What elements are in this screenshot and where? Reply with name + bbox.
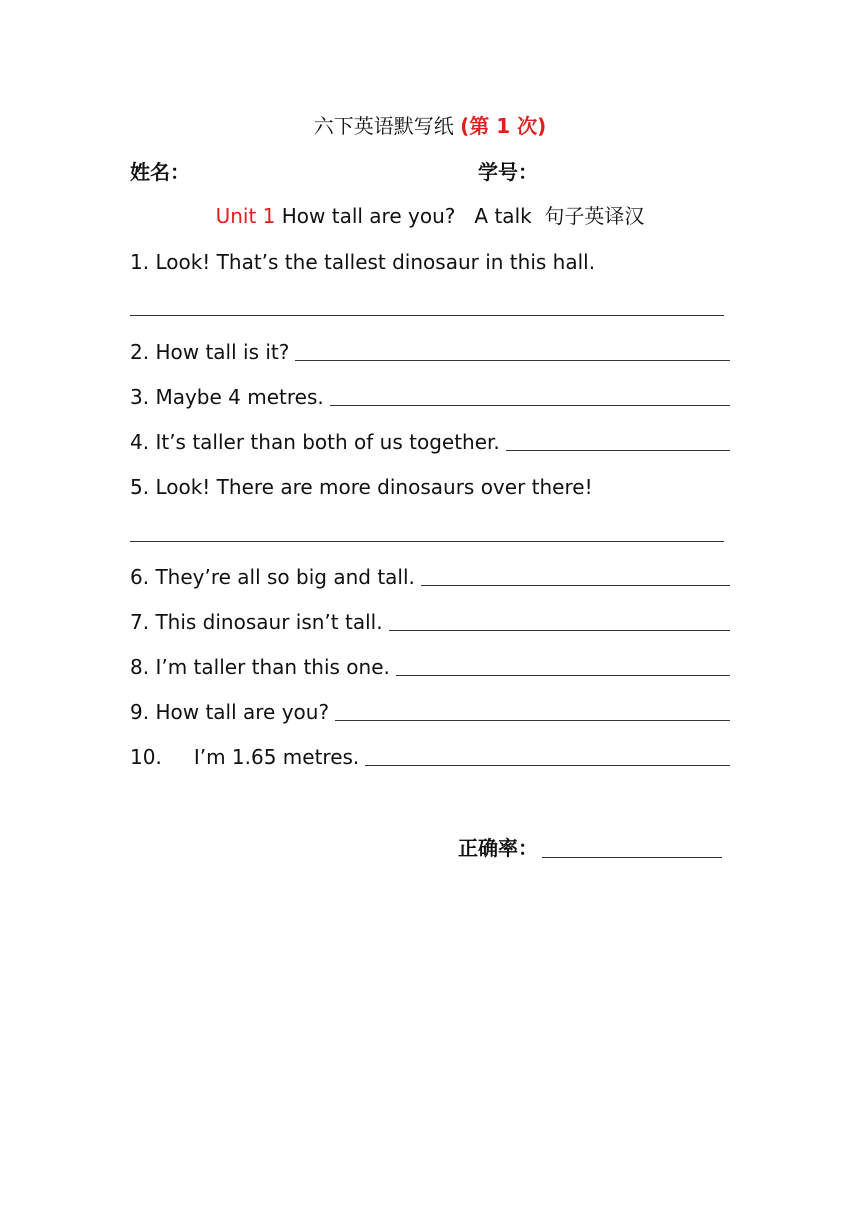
list-item: [130, 338, 730, 366]
answer-blank[interactable]: [389, 610, 730, 631]
answer-blank[interactable]: [506, 430, 730, 451]
item-sentence: They’re all so big and tall.: [155, 565, 415, 589]
item-number: 4.: [130, 430, 150, 454]
item-sentence: How tall are you?: [155, 700, 330, 724]
accuracy-label: 正确率：: [458, 836, 538, 860]
item-sentence: It’s taller than both of us together.: [155, 430, 500, 454]
accuracy-field: [458, 834, 722, 862]
accuracy-blank[interactable]: [542, 837, 722, 858]
answer-blank[interactable]: [335, 700, 730, 721]
list-item: [130, 608, 730, 636]
list-item: [130, 428, 730, 456]
item-sentence: How tall is it?: [155, 340, 290, 364]
item-number: 7.: [130, 610, 150, 634]
item-number: 6.: [130, 565, 150, 589]
answer-blank[interactable]: [365, 745, 730, 766]
list-item: [130, 653, 730, 681]
item-sentence: Look! There are more dinosaurs over there!: [155, 475, 593, 499]
title-session-tag: (第 1 次): [460, 114, 547, 138]
list-item: [130, 473, 730, 501]
item-sentence: I’m taller than this one.: [155, 655, 390, 679]
answer-blank[interactable]: [396, 655, 730, 676]
list-item: [130, 563, 730, 591]
list-item: [130, 383, 730, 411]
section-subtitle: [0, 202, 860, 230]
unit-label: Unit 1: [215, 204, 276, 228]
answer-line[interactable]: [130, 315, 724, 316]
name-label: 姓名：: [130, 160, 190, 184]
item-number: 1.: [130, 250, 150, 274]
page-title: [0, 112, 860, 140]
item-sentence: This dinosaur isn’t tall.: [155, 610, 383, 634]
item-sentence: Maybe 4 metres.: [155, 385, 324, 409]
item-number: 5.: [130, 475, 150, 499]
answer-blank[interactable]: [295, 340, 730, 361]
item-number: 3.: [130, 385, 150, 409]
item-number: 10.: [130, 745, 162, 769]
answer-blank[interactable]: [330, 385, 730, 406]
list-item: [130, 248, 730, 276]
answer-blank[interactable]: [421, 565, 730, 586]
item-sentence: Look! That’s the tallest dinosaur in this hall.: [155, 250, 596, 274]
subtitle-text: How tall are you? A talk 句子英译汉: [275, 204, 645, 228]
item-sentence: I’m 1.65 metres.: [193, 745, 360, 769]
student-id-label: 学号：: [478, 160, 538, 184]
item-number: 9.: [130, 700, 150, 724]
answer-line[interactable]: [130, 541, 724, 542]
item-number: 2.: [130, 340, 150, 364]
title-text: 六下英语默写纸: [313, 114, 454, 138]
list-item: [130, 743, 730, 771]
list-item: [130, 698, 730, 726]
item-number: 8.: [130, 655, 150, 679]
